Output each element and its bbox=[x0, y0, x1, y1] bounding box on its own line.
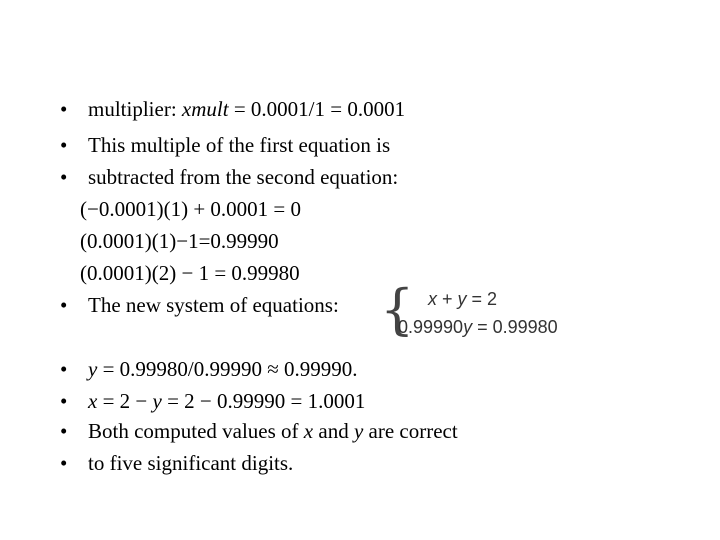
bullet-dot: • bbox=[60, 165, 68, 189]
text: Both computed values of bbox=[88, 419, 304, 443]
text: This multiple of the first equation is bbox=[88, 133, 391, 157]
text: to five significant digits. bbox=[88, 451, 294, 475]
var-y: y bbox=[88, 357, 98, 381]
bullet-dot: • bbox=[60, 419, 68, 443]
brace-symbol: { bbox=[380, 278, 415, 341]
bullet-x-value bbox=[60, 388, 365, 414]
var-y: y bbox=[457, 289, 467, 309]
calc-line-1: (−0.0001)(1) + 0.0001 = 0 bbox=[80, 197, 302, 221]
bullet-significant-digits bbox=[60, 450, 293, 476]
var-y: y bbox=[152, 389, 162, 413]
var-x: x bbox=[428, 289, 437, 309]
text: = 0.99980/0.99990 ≈ 0.99990. bbox=[97, 357, 358, 381]
calc-line-2: (0.0001)(1)−1=0.99990 bbox=[80, 229, 279, 253]
var-xmult: xmult bbox=[181, 97, 229, 121]
text: subtracted from the second equation: bbox=[88, 165, 399, 189]
var-y: y bbox=[463, 317, 473, 337]
bullet-multiplier bbox=[60, 96, 405, 122]
bullet-dot: • bbox=[60, 389, 68, 413]
text: = 2 bbox=[466, 289, 498, 309]
equation-2 bbox=[398, 317, 558, 338]
bullet-subtracted bbox=[60, 164, 398, 190]
text: = 2 − bbox=[97, 389, 153, 413]
coef: 0.99990 bbox=[398, 317, 464, 337]
equation-1 bbox=[428, 289, 497, 310]
text: = 2 − 0.99990 = 1.0001 bbox=[161, 389, 366, 413]
text: and bbox=[313, 419, 354, 443]
text: = 0.0001/1 = 0.0001 bbox=[228, 97, 406, 121]
text: The new system of equations: bbox=[88, 293, 339, 317]
var-y: y bbox=[353, 419, 364, 443]
bullet-dot: • bbox=[60, 133, 68, 157]
equation-system bbox=[380, 278, 580, 342]
bullet-y-value bbox=[60, 356, 358, 382]
bullet-dot: • bbox=[60, 97, 68, 121]
var-x: x bbox=[303, 419, 314, 443]
calc-line-3: (0.0001)(2) − 1 = 0.99980 bbox=[80, 261, 300, 285]
bullet-dot: • bbox=[60, 451, 68, 475]
text: + bbox=[437, 289, 458, 309]
text: are correct bbox=[363, 419, 458, 443]
bullet-new-system bbox=[60, 292, 339, 318]
var-x: x bbox=[88, 389, 98, 413]
text: = 0.99980 bbox=[472, 317, 558, 337]
bullet-dot: • bbox=[60, 357, 68, 381]
bullet-both-values bbox=[60, 418, 458, 444]
bullet-multiple bbox=[60, 132, 390, 158]
text: multiplier: bbox=[88, 97, 182, 121]
bullet-dot: • bbox=[60, 293, 68, 317]
